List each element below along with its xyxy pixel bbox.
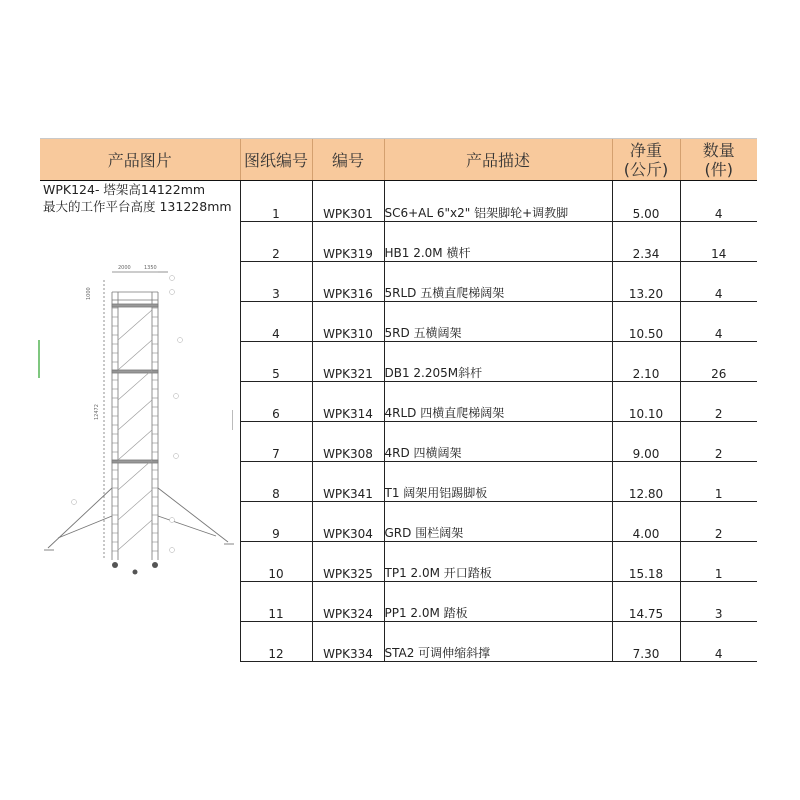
diagonal-brace [118, 490, 152, 520]
code-cell: WPK308 [312, 422, 384, 462]
diagonal-brace [118, 460, 152, 490]
code-cell: WPK304 [312, 502, 384, 542]
qty-cell: 3 [680, 582, 757, 622]
qty-cell: 1 [680, 462, 757, 502]
weight-cell: 14.75 [612, 582, 680, 622]
qty-cell: 4 [680, 181, 757, 222]
qty-cell: 2 [680, 422, 757, 462]
diagonal-brace [118, 370, 152, 400]
weight-cell: 7.30 [612, 622, 680, 662]
code-cell: WPK319 [312, 222, 384, 262]
weight-cell: 10.50 [612, 302, 680, 342]
header-qty-label: 数量 [702, 140, 735, 160]
drawing-no-cell: 3 [240, 262, 312, 302]
code-cell: WPK341 [312, 462, 384, 502]
description-cell: SC6+AL 6"x2" 铝架脚轮+调教脚 [384, 181, 612, 222]
qty-cell: 4 [680, 302, 757, 342]
callout-bubble [170, 518, 175, 523]
description-cell: PP1 2.0M 踏板 [384, 582, 612, 622]
code-cell: WPK316 [312, 262, 384, 302]
description-cell: TP1 2.0M 开口踏板 [384, 542, 612, 582]
dim-side: 12472 [94, 404, 100, 420]
table-row [40, 622, 757, 662]
qty-cell: 4 [680, 622, 757, 662]
table-row [40, 582, 757, 622]
callout-bubble [72, 500, 77, 505]
qty-cell: 2 [680, 382, 757, 422]
image-cell [40, 622, 240, 662]
weight-cell: 13.20 [612, 262, 680, 302]
code-cell: WPK325 [312, 542, 384, 582]
diagonal-brace [118, 400, 152, 430]
description-cell: 4RLD 四横直爬梯阔架 [384, 382, 612, 422]
scaffold-tower-drawing [40, 220, 240, 580]
qty-cell: 4 [680, 262, 757, 302]
code-cell: WPK314 [312, 382, 384, 422]
product-note-line2: 最大的工作平台高度 131228mm [43, 199, 232, 214]
header-qty-unit: (件) [704, 159, 733, 179]
weight-cell: 5.00 [612, 181, 680, 222]
qty-cell: 2 [680, 502, 757, 542]
weight-cell: 4.00 [612, 502, 680, 542]
product-note [43, 181, 232, 215]
drawing-no-cell: 12 [240, 622, 312, 662]
callout-bubble [170, 548, 175, 553]
weight-cell: 10.10 [612, 382, 680, 422]
drawing-no-cell: 2 [240, 222, 312, 262]
callout-bubble [178, 338, 183, 343]
header-description: 产品描述 [384, 139, 612, 181]
dim-top-left: 2000 [118, 265, 131, 271]
product-note-line1: WPK124- 塔架高14122mm [43, 182, 206, 197]
description-cell: DB1 2.205M斜杆 [384, 342, 612, 382]
callout-bubble [170, 276, 175, 281]
weight-cell: 2.34 [612, 222, 680, 262]
drawing-no-cell: 10 [240, 542, 312, 582]
header-image: 产品图片 [40, 139, 240, 181]
weight-cell: 12.80 [612, 462, 680, 502]
code-cell: WPK321 [312, 342, 384, 382]
description-cell: 5RD 五横阔架 [384, 302, 612, 342]
header-drawing-no: 图纸编号 [240, 139, 312, 181]
code-cell: WPK301 [312, 181, 384, 222]
code-cell: WPK334 [312, 622, 384, 662]
description-cell: HB1 2.0M 横杆 [384, 222, 612, 262]
description-cell: T1 阔架用铝踢脚板 [384, 462, 612, 502]
qty-cell: 26 [680, 342, 757, 382]
drawing-no-cell: 4 [240, 302, 312, 342]
drawing-no-cell: 1 [240, 181, 312, 222]
drawing-no-cell: 11 [240, 582, 312, 622]
drawing-no-cell: 7 [240, 422, 312, 462]
header-qty [680, 139, 757, 181]
weight-cell: 2.10 [612, 342, 680, 382]
drawing-no-cell: 6 [240, 382, 312, 422]
callout-bubble [170, 290, 175, 295]
drawing-no-cell: 5 [240, 342, 312, 382]
description-cell: STA2 可调伸缩斜撑 [384, 622, 612, 662]
dim-small: 1000 [86, 287, 92, 300]
header-weight [612, 139, 680, 181]
callout-bubble [174, 394, 179, 399]
description-cell: 4RD 四横阔架 [384, 422, 612, 462]
callout-bubble [174, 454, 179, 459]
diagonal-brace [118, 310, 152, 340]
code-cell: WPK310 [312, 302, 384, 342]
drawing-no-cell: 8 [240, 462, 312, 502]
weight-cell: 15.18 [612, 542, 680, 582]
qty-cell: 1 [680, 542, 757, 582]
description-cell: 5RLD 五横直爬梯阔架 [384, 262, 612, 302]
dim-top-right: 1350 [144, 265, 157, 271]
cell-border-fragment [232, 410, 233, 430]
description-cell: GRD 围栏阔架 [384, 502, 612, 542]
drawing-no-cell: 9 [240, 502, 312, 542]
weight-cell: 9.00 [612, 422, 680, 462]
diagonal-brace [118, 430, 152, 460]
header-weight-label: 净重 [629, 140, 662, 160]
header-weight-unit: (公斤) [623, 159, 669, 179]
diagonal-brace [118, 520, 152, 550]
qty-cell: 14 [680, 222, 757, 262]
diagonal-brace [118, 340, 152, 370]
image-cell [40, 582, 240, 622]
header-row [40, 139, 757, 181]
code-cell: WPK324 [312, 582, 384, 622]
header-code: 编号 [312, 139, 384, 181]
